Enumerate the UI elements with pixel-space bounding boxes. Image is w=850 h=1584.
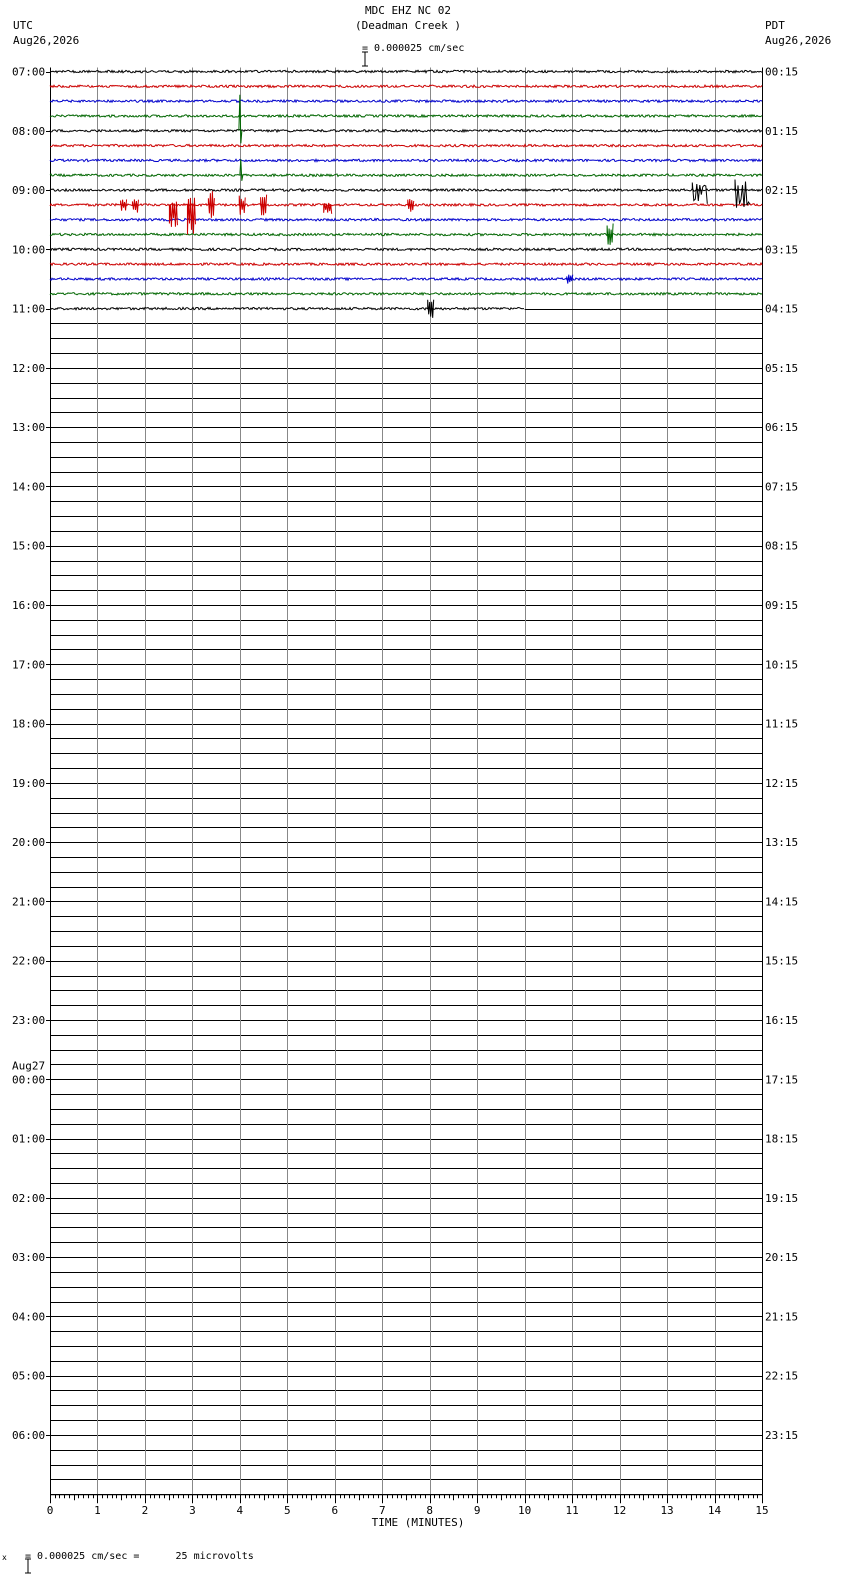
utc-hour-label: 12:00 — [12, 361, 46, 375]
footer-prefix: x — [2, 1553, 7, 1562]
pdt-hour-label: 20:15 — [765, 1251, 799, 1265]
utc-hour-label: 17:00 — [12, 658, 46, 672]
pdt-hour-label: 03:15 — [765, 243, 799, 257]
pdt-hour-label: 09:15 — [765, 599, 799, 613]
station-title: MDC EHZ NC 02 — [364, 4, 452, 17]
seismic-trace — [50, 144, 762, 146]
seismic-event — [239, 95, 242, 144]
x-tick-label: 3 — [189, 1504, 196, 1518]
pdt-hour-label: 15:15 — [765, 954, 799, 968]
x-tick-label: 5 — [284, 1504, 291, 1518]
seismic-trace — [50, 189, 762, 191]
pdt-hour-label: 16:15 — [765, 1013, 799, 1027]
seismic-event — [121, 199, 127, 210]
utc-hour-label: 10:00 — [12, 243, 46, 257]
seismic-event — [324, 203, 332, 214]
x-tick-label: 15 — [755, 1504, 769, 1518]
pdt-hour-label: 12:15 — [765, 776, 799, 790]
utc-hour-label: 06:00 — [12, 1428, 46, 1442]
trace-layer — [50, 70, 762, 318]
utc-hour-label: 19:00 — [12, 776, 46, 790]
seismic-trace — [50, 204, 762, 206]
utc-hour-label: 07:00 — [12, 65, 46, 79]
left-timezone: UTC — [13, 19, 33, 32]
station-location: (Deadman Creek ) — [355, 19, 461, 32]
footer-scale-label: = 0.000025 cm/sec = 25 microvolts — [25, 1551, 254, 1562]
pdt-hour-label: 18:15 — [765, 1132, 799, 1146]
utc-date-label: Aug27 — [12, 1059, 46, 1073]
utc-hour-label: 21:00 — [12, 895, 46, 909]
seismic-trace — [50, 293, 762, 295]
pdt-hour-label: 02:15 — [765, 184, 799, 198]
utc-hour-label: 05:00 — [12, 1369, 46, 1383]
utc-hour-label: 16:00 — [12, 599, 46, 613]
pdt-hour-label: 11:15 — [765, 717, 799, 731]
right-date: Aug26,2026 — [765, 34, 832, 47]
utc-hour-label: 22:00 — [12, 954, 46, 968]
x-tick-label: 14 — [707, 1504, 722, 1518]
utc-hour-label: 11:00 — [12, 302, 46, 316]
utc-hour-label: 01:00 — [12, 1132, 46, 1146]
utc-hour-label: 20:00 — [12, 836, 46, 850]
x-tick-label: 0 — [46, 1504, 54, 1518]
pdt-hour-label: 08:15 — [765, 539, 799, 553]
pdt-hour-label: 23:15 — [765, 1428, 799, 1442]
pdt-hour-label: 13:15 — [765, 836, 799, 850]
x-tick-label: 11 — [565, 1504, 579, 1518]
pdt-hour-label: 06:15 — [765, 421, 799, 435]
pdt-hour-label: 21:15 — [765, 1310, 799, 1324]
utc-hour-label: 23:00 — [12, 1013, 46, 1027]
utc-hour-label: 18:00 — [12, 717, 46, 731]
x-tick-label: 1 — [94, 1504, 101, 1518]
x-tick-label: 10 — [518, 1504, 532, 1518]
pdt-hour-label: 01:15 — [765, 124, 799, 138]
x-tick-label: 8 — [426, 1504, 434, 1518]
seismic-event — [408, 199, 414, 212]
seismic-event — [132, 199, 138, 212]
seismic-trace — [50, 263, 762, 265]
right-timezone: PDT — [765, 19, 785, 32]
pdt-hour-label: 22:15 — [765, 1369, 799, 1383]
seismic-event — [692, 183, 707, 204]
utc-hour-label: 15:00 — [12, 539, 46, 553]
seismic-trace — [50, 100, 762, 102]
seismic-event — [735, 180, 750, 208]
utc-hour-label: 09:00 — [12, 184, 46, 198]
pdt-hour-label: 17:15 — [765, 1073, 799, 1087]
pdt-hour-label: 04:15 — [765, 302, 799, 316]
utc-hour-label: 03:00 — [12, 1251, 46, 1265]
utc-hour-label: 04:00 — [12, 1310, 46, 1324]
utc-hour-label: 14:00 — [12, 480, 46, 494]
left-date: Aug26,2026 — [13, 34, 80, 47]
pdt-hour-label: 05:15 — [765, 361, 799, 375]
utc-hour-label: 00:00 — [12, 1073, 46, 1087]
seismic-trace — [50, 278, 762, 280]
x-tick-label: 9 — [473, 1504, 481, 1518]
utc-hour-label: 13:00 — [12, 421, 46, 435]
seismic-event — [187, 198, 195, 235]
seismic-trace — [50, 115, 762, 117]
pdt-hour-label: 00:15 — [765, 65, 799, 79]
x-tick-label: 4 — [236, 1504, 244, 1518]
x-tick-label: 7 — [378, 1504, 386, 1518]
seismic-trace — [50, 248, 762, 250]
seismic-trace — [50, 233, 762, 235]
seismic-trace — [50, 85, 762, 87]
seismic-trace — [50, 70, 762, 72]
pdt-hour-label: 19:15 — [765, 1191, 799, 1205]
x-tick-label: 2 — [141, 1504, 149, 1518]
x-axis-title: TIME (MINUTES) — [371, 1516, 465, 1530]
seismic-event — [607, 224, 613, 245]
pdt-hour-label: 07:15 — [765, 480, 799, 494]
scale-label: = 0.000025 cm/sec — [362, 43, 465, 54]
utc-hour-label: 02:00 — [12, 1191, 46, 1205]
x-tick-label: 13 — [660, 1504, 674, 1518]
utc-hour-label: 08:00 — [12, 124, 46, 138]
x-tick-label: 12 — [612, 1504, 627, 1518]
pdt-hour-label: 14:15 — [765, 895, 799, 909]
x-tick-label: 6 — [331, 1504, 339, 1518]
seismic-trace — [50, 159, 762, 161]
plot-grid — [50, 68, 763, 1495]
seismic-trace — [50, 174, 762, 176]
seismic-trace — [50, 219, 762, 221]
label-layer — [12, 66, 798, 1530]
pdt-hour-label: 10:15 — [765, 658, 799, 672]
seismic-trace — [50, 130, 762, 132]
